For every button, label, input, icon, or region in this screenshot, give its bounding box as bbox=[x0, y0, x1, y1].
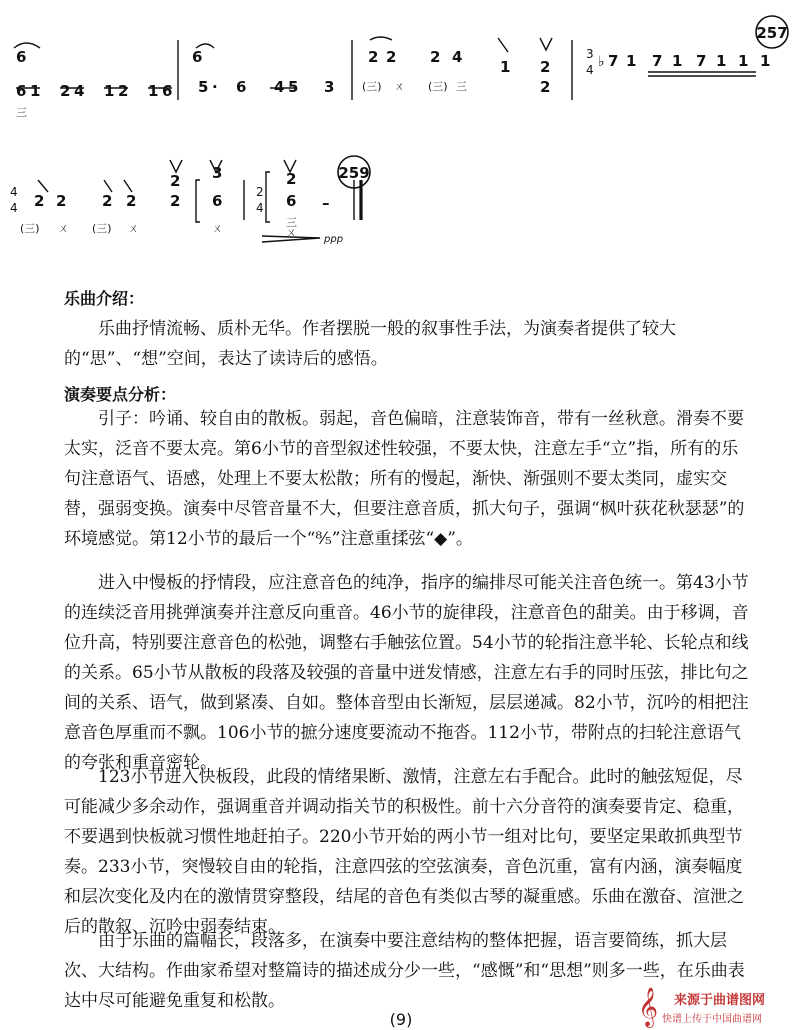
svg-text:2: 2 bbox=[540, 58, 551, 76]
svg-text:1: 1 bbox=[500, 58, 511, 76]
svg-text:2: 2 bbox=[386, 48, 397, 66]
svg-text:4: 4 bbox=[586, 63, 594, 77]
svg-text:6: 6 bbox=[192, 48, 203, 66]
svg-text:3: 3 bbox=[212, 164, 223, 182]
svg-text:2: 2 bbox=[170, 172, 181, 190]
svg-text:·: · bbox=[212, 78, 218, 96]
svg-text:(三): (三) bbox=[20, 222, 40, 235]
analysis-paragraph-2: 进入中慢板的抒情段，应注意音色的纯净，指序的编排尽可能关注音色统一。第43小节的连续泛音用挑弹演奏并注意反向重音。46小节的旋律段，注意音色的甜美。由于移调，音位升高，特别要注意音色的松弛，调整右手触弦位置。54小节的轮指注意半轮、长轮点和线的关系。65小节从散板的段落及较强的音量中迸发情感，注意左右手的同时压弦，排比句之间的关系、语气，做到紧凑、自如。整体音型由长渐短，层层递减。82小节，沉吟的相把注意音色厚重而不飘。106小节的摭分速度要流动不拖沓。112小节，带附点的扫轮注意语气的夸张和重音密轮。 bbox=[64, 573, 749, 773]
svg-text:2: 2 bbox=[256, 185, 264, 199]
svg-text:2: 2 bbox=[60, 82, 71, 100]
watermark-line-2: 快谱上传于中国曲谱网 bbox=[662, 1014, 762, 1025]
svg-text:257: 257 bbox=[756, 24, 788, 42]
analysis-paragraph-4: 由于乐曲的篇幅长，段落多，在演奏中要注意结构的整体把握，语言要简练，抓大层次、大结构。作曲家希望对整篇诗的描述成分少一些，“感慨”和“思想”则多一些，在乐曲表达中尽可能避免重复和松散。 bbox=[64, 931, 745, 1011]
svg-text:6: 6 bbox=[16, 48, 27, 66]
svg-text:6: 6 bbox=[212, 192, 223, 210]
svg-text:三: 三 bbox=[16, 106, 27, 119]
svg-text:1: 1 bbox=[760, 52, 771, 70]
svg-text:4: 4 bbox=[10, 201, 18, 215]
svg-text:259: 259 bbox=[338, 164, 370, 182]
svg-text:2: 2 bbox=[34, 192, 45, 210]
watermark-line-1: 来源于曲谱图网 bbox=[674, 993, 766, 1008]
svg-text:4: 4 bbox=[10, 185, 18, 199]
svg-text:6: 6 bbox=[162, 82, 173, 100]
page-number: (9) bbox=[389, 1010, 413, 1029]
svg-text:6: 6 bbox=[16, 82, 27, 100]
svg-text:5: 5 bbox=[288, 78, 299, 96]
svg-text:2: 2 bbox=[102, 192, 113, 210]
svg-text:7: 7 bbox=[652, 52, 663, 70]
svg-text:7: 7 bbox=[608, 52, 619, 70]
svg-text:3: 3 bbox=[324, 78, 335, 96]
svg-text:6: 6 bbox=[236, 78, 247, 96]
svg-text:3: 3 bbox=[586, 47, 594, 61]
svg-text:ㄨ: ㄨ bbox=[128, 222, 139, 235]
svg-text:2: 2 bbox=[56, 192, 67, 210]
svg-text:2: 2 bbox=[540, 78, 551, 96]
analysis-heading: 演奏要点分析： bbox=[64, 385, 177, 404]
svg-text:6: 6 bbox=[286, 192, 297, 210]
svg-text:2: 2 bbox=[430, 48, 441, 66]
analysis-paragraph-1: 引子：吟诵、较自由的散板。弱起，音色偏暗，注意装饰音，带有一丝秋意。滑奏不要太实，泛音不要太亮。第6小节的音型叙述性较强，不要太快，注意左手“立”指，所有的乐句注意语气、语感，处理上不要太松散；所有的慢起，渐快、渐强则不要太类同，虚实交替，强弱变换。演奏中尽管音量不大，但要注意音质，抓大句子，强调“枫叶荻花秋瑟瑟”的环境感觉。第12小节的最后一个“⁸⁄₅”注意重揉弦“◆”。 bbox=[64, 409, 745, 549]
svg-text:1: 1 bbox=[148, 82, 159, 100]
svg-text:1: 1 bbox=[672, 52, 683, 70]
svg-text:1: 1 bbox=[716, 52, 727, 70]
svg-text:三: 三 bbox=[286, 216, 297, 229]
svg-text:5: 5 bbox=[198, 78, 209, 96]
svg-text:4: 4 bbox=[274, 78, 285, 96]
svg-text:7: 7 bbox=[696, 52, 707, 70]
svg-text:ㄨ: ㄨ bbox=[394, 80, 405, 93]
bar-number-257 bbox=[756, 16, 788, 48]
svg-text:1: 1 bbox=[738, 52, 749, 70]
svg-text:2: 2 bbox=[170, 192, 181, 210]
svg-text:ㄨ: ㄨ bbox=[286, 226, 297, 239]
intro-heading: 乐曲介绍： bbox=[64, 289, 145, 308]
svg-text:2: 2 bbox=[118, 82, 129, 100]
svg-text:♭: ♭ bbox=[598, 54, 605, 70]
svg-text:4: 4 bbox=[452, 48, 463, 66]
svg-text:(三): (三) bbox=[428, 80, 448, 93]
svg-text:2: 2 bbox=[126, 192, 137, 210]
svg-text:(三): (三) bbox=[362, 80, 382, 93]
intro-paragraph: 乐曲抒情流畅、质朴无华。作者摆脱一般的叙事性手法，为演奏者提供了较大的“思”、“想”空间，表达了读诗后的感悟。 bbox=[64, 319, 676, 369]
treble-clef-icon: 𝄞 bbox=[638, 987, 659, 1027]
svg-text:2: 2 bbox=[286, 170, 297, 188]
svg-text:1: 1 bbox=[30, 82, 41, 100]
svg-text:1: 1 bbox=[626, 52, 637, 70]
music-score bbox=[0, 0, 802, 260]
analysis-paragraph-3: 123小节进入快板段，此段的情绪果断、激情，注意左右手配合。此时的触弦短促，尽可能减少多余动作，强调重音并调动指关节的积极性。前十六分音符的演奏要肯定、稳重，不要遇到快板就习惯性地赶拍子。220小节开始的两小节一组对比句，要坚定果敢抓典型节奏。233小节，突慢较自由的轮指，注意四弦的空弦演奏，音色沉重，富有内涵，演奏幅度和层次变化及内在的激情贯穿整段，结尾的音色有类似古琴的凝重感。乐曲在激奋、渲泄之后的散叙、沉吟中弱奏结束。 bbox=[64, 767, 744, 937]
svg-text:三: 三 bbox=[456, 80, 467, 93]
svg-text:1: 1 bbox=[104, 82, 115, 100]
dynamic-mark: ppp bbox=[324, 234, 344, 245]
svg-text:–: – bbox=[322, 194, 330, 212]
svg-text:ㄨ: ㄨ bbox=[58, 222, 69, 235]
svg-text:4: 4 bbox=[74, 82, 85, 100]
svg-text:(三): (三) bbox=[92, 222, 112, 235]
svg-text:4: 4 bbox=[256, 201, 264, 215]
svg-text:ㄨ: ㄨ bbox=[212, 222, 223, 235]
watermark bbox=[618, 988, 802, 1030]
svg-text:2: 2 bbox=[368, 48, 379, 66]
